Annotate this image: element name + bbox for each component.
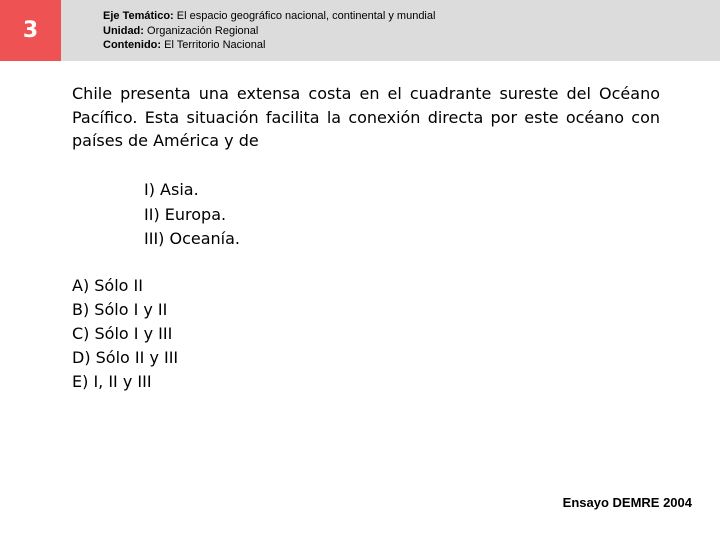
eje-tematico-label: Eje Temático: [103,10,174,22]
statement-item: II) Europa. [144,204,227,224]
contenido-label: Contenido: [103,39,162,51]
contenido-line [103,38,435,53]
answer-option: C) Sólo I y III [72,324,173,343]
answer-options [72,274,178,394]
source-citation: Ensayo DEMRE 2004 [562,495,692,510]
question-stem: Chile presenta una extensa costa en el cuadrante sureste del Océano Pacífico. Esta situación facilita la conexión directa por este océano con países de América y de [72,84,660,150]
contenido-value: El Territorio Nacional [164,39,266,51]
statement-item: I) Asia. [144,180,199,199]
eje-tematico-line [103,9,435,24]
statement-list [144,178,240,252]
question-number-badge: 3 [0,0,61,61]
answer-option: B) Sólo I y II [72,300,168,319]
unidad-line [103,24,435,39]
answer-option: A) Sólo II [72,276,143,295]
answer-option: E) I, II y III [72,372,152,391]
unidad-label: Unidad: [103,24,144,37]
eje-tematico-value: El espacio geográfico nacional, continental y mundial [176,10,436,22]
unidad-value: Organización Regional [147,24,259,37]
answer-option: D) Sólo II y III [72,348,179,367]
statement-item: III) Oceanía. [144,229,240,248]
question-metadata [103,9,435,53]
